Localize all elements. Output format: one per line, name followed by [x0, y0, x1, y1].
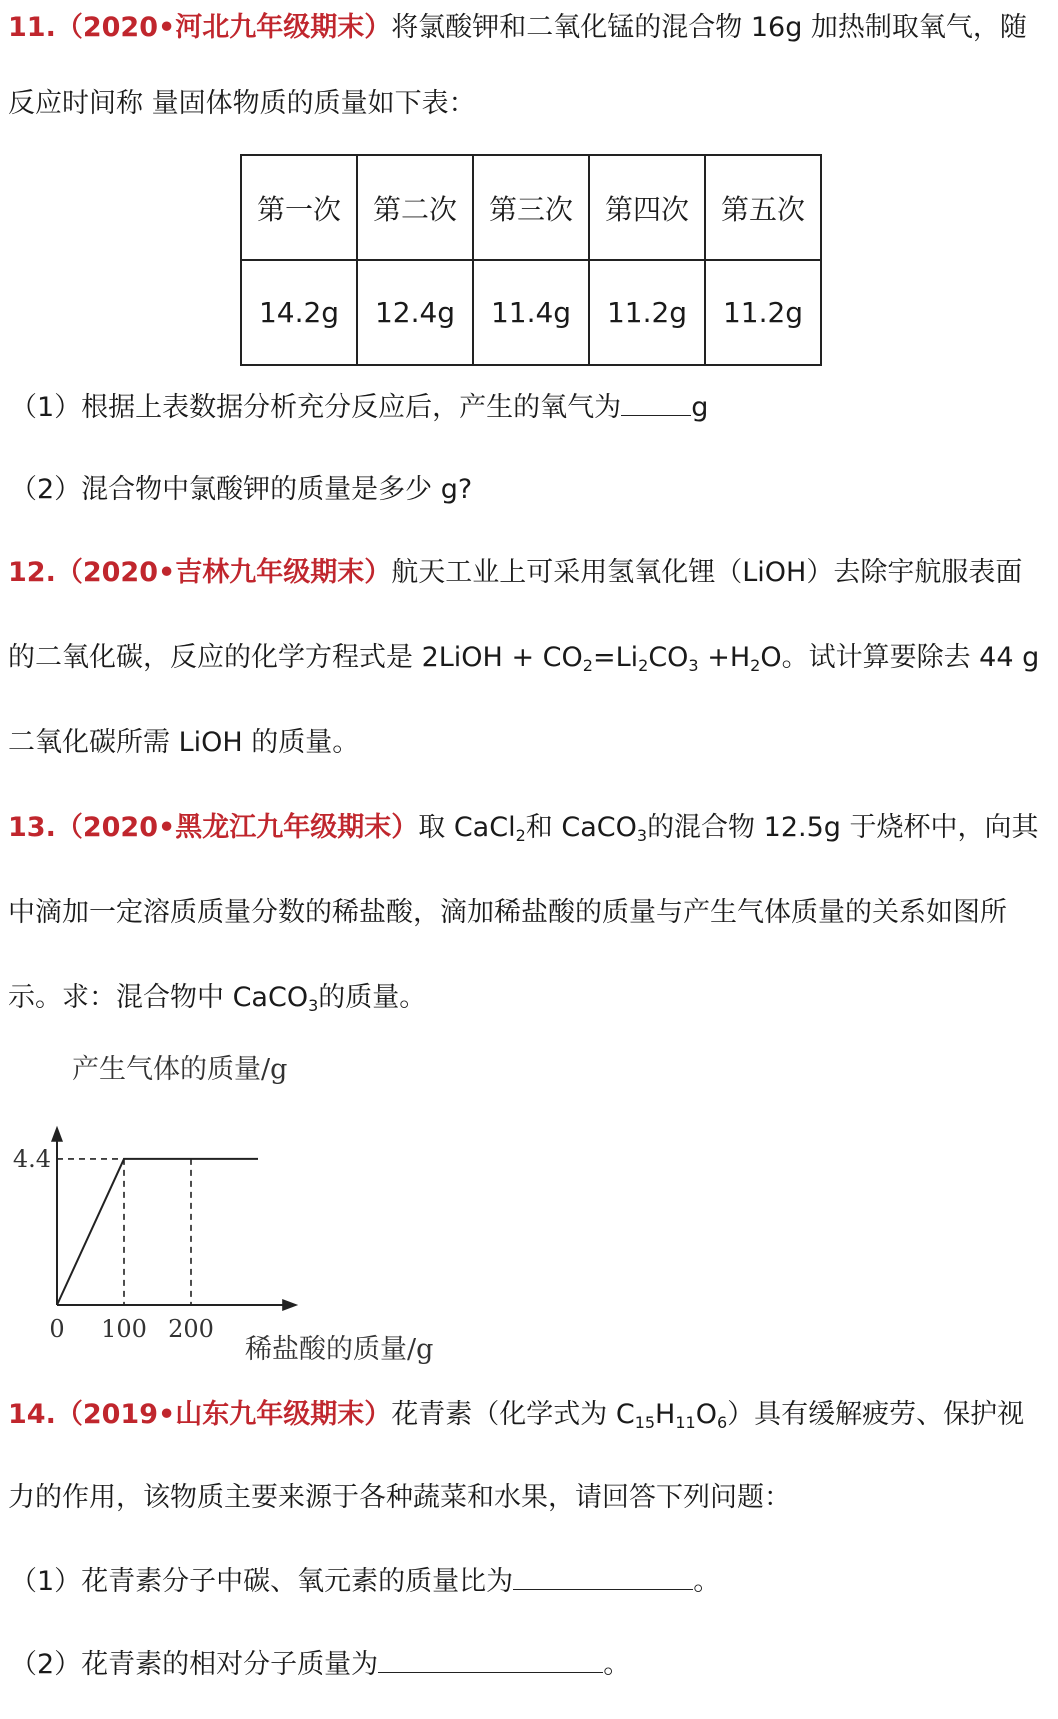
gas-mass-line — [57, 1159, 258, 1305]
q12-source: （2020•吉林九年级期末） — [55, 557, 392, 588]
table-header-cell: 第四次 — [589, 155, 705, 260]
answer-blank[interactable] — [378, 1668, 603, 1673]
x-tick-label: 100 — [101, 1315, 147, 1343]
period: 。 — [603, 1649, 631, 1680]
q12-line-2 — [8, 640, 1039, 676]
answer-blank[interactable] — [513, 1585, 693, 1590]
period: 。 — [693, 1566, 721, 1597]
x-tick-label: 0 — [49, 1315, 65, 1343]
q13-text-1c: 的混合物 12.5g 于烧杯中，向其 — [647, 812, 1039, 843]
x-axis-arrow — [282, 1299, 298, 1311]
q14-text-1a: 花青素（化学式为 C — [391, 1399, 635, 1430]
q12-number: 12. — [8, 557, 56, 588]
table-header-cell: 第三次 — [473, 155, 589, 260]
q14-text-1d: ）具有缓解疲劳、保护视 — [727, 1399, 1025, 1430]
q13-line-1 — [8, 810, 1038, 846]
q13-text-1b: 和 CaCO — [525, 812, 637, 843]
mass-table — [240, 154, 822, 366]
table-header-cell: 第一次 — [241, 155, 357, 260]
q13-text-3b: 的质量。 — [318, 982, 427, 1013]
q12-text-2c: CO — [648, 642, 689, 673]
q13-source: （2020•黑龙江九年级期末） — [55, 812, 419, 843]
subscript: 6 — [716, 1413, 728, 1432]
q11-text-1: 将氯酸钾和二氧化锰的混合物 16g 加热制取氧气，随 — [391, 12, 1027, 43]
chart-y-axis-label: 产生气体的质量/g — [72, 1054, 288, 1085]
table-value-row — [241, 260, 821, 365]
y-tick-label: 4.4 — [12, 1144, 51, 1173]
q11-line-2: 反应时间称 量固体物质的质量如下表： — [8, 88, 476, 119]
q14-line-1 — [8, 1397, 1024, 1433]
q11-sub-1-text: （1）根据上表数据分析充分反应后，产生的氧气为 — [10, 392, 622, 423]
gas-mass-chart — [0, 1040, 470, 1380]
q13-number: 13. — [8, 812, 56, 843]
q14-sub-1 — [10, 1564, 720, 1600]
table-value-cell: 12.4g — [357, 260, 473, 365]
q12-text-2d: +H — [698, 642, 751, 673]
q13-line-2: 中滴加一定溶质质量分数的稀盐酸，滴加稀盐酸的质量与产生气体质量的关系如图所 — [8, 897, 1007, 928]
y-axis-arrow — [51, 1126, 63, 1142]
subscript: 15 — [634, 1413, 656, 1432]
chart-series — [57, 1159, 258, 1305]
q14-text-1b: H — [655, 1399, 676, 1430]
q12-line-3: 二氧化碳所需 LiOH 的质量。 — [8, 727, 360, 758]
table-header-row — [241, 155, 821, 260]
subscript: 3 — [688, 656, 699, 675]
table-header-cell: 第二次 — [357, 155, 473, 260]
q14-sub-2 — [10, 1647, 630, 1683]
q13-text-1a: 取 CaCl — [418, 812, 516, 843]
q12-text-2b: =Li — [592, 642, 639, 673]
answer-blank[interactable] — [621, 411, 691, 416]
table-value-cell: 14.2g — [241, 260, 357, 365]
chart-x-axis-label: 稀盐酸的质量/g — [245, 1334, 434, 1365]
q14-sub-1-text: （1）花青素分子中碳、氧元素的质量比为 — [10, 1566, 514, 1597]
table-header-cell: 第五次 — [705, 155, 821, 260]
q14-number: 14. — [8, 1399, 56, 1430]
table-value-cell: 11.2g — [705, 260, 821, 365]
q12-text-2a: 的二氧化碳，反应的化学方程式是 2LiOH + CO — [8, 642, 583, 673]
q13-text-3a: 示。求：混合物中 CaCO — [8, 982, 309, 1013]
x-tick-label: 200 — [168, 1315, 214, 1343]
subscript: 2 — [515, 826, 526, 845]
chart-guides — [57, 1159, 191, 1305]
table-value-cell: 11.2g — [589, 260, 705, 365]
q11-sub-1 — [10, 390, 708, 426]
subscript: 2 — [638, 656, 649, 675]
q11-number: 11. — [8, 12, 56, 43]
subscript: 2 — [750, 656, 761, 675]
q11-sub-2: （2）混合物中氯酸钾的质量是多少 g? — [10, 474, 473, 505]
subscript: 11 — [675, 1413, 696, 1432]
q12-text-2e: O。试计算要除去 44 g — [760, 642, 1040, 673]
q13-line-3 — [8, 980, 426, 1016]
q14-line-2: 力的作用，该物质主要来源于各种蔬菜和水果，请回答下列问题： — [8, 1482, 791, 1513]
q11-line-1 — [8, 10, 1027, 46]
q12-text-1: 航天工业上可采用氢氧化锂（LiOH）去除宇航服表面 — [391, 557, 1023, 588]
q12-line-1 — [8, 555, 1022, 591]
q14-text-1c: O — [695, 1399, 717, 1430]
q11-source: （2020•河北九年级期末） — [55, 12, 392, 43]
q14-source: （2019•山东九年级期末） — [55, 1399, 392, 1430]
subscript: 2 — [582, 656, 593, 675]
table-value-cell: 11.4g — [473, 260, 589, 365]
subscript: 3 — [308, 996, 319, 1015]
q11-sub-1-unit: g — [691, 392, 709, 423]
subscript: 3 — [636, 826, 648, 845]
q14-sub-2-text: （2）花青素的相对分子质量为 — [10, 1649, 379, 1680]
